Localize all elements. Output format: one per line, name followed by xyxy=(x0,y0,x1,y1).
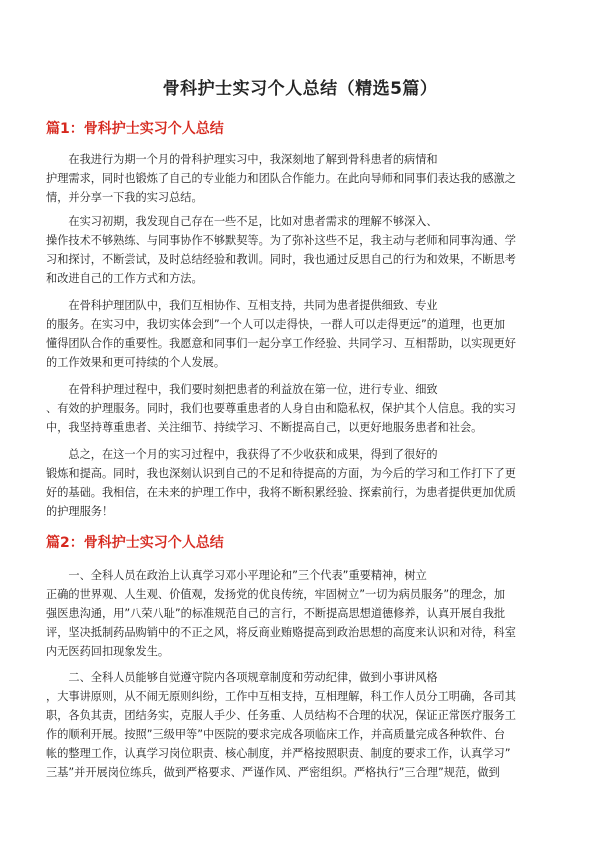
document-title: 骨科护士实习个人总结（精选5篇） xyxy=(162,79,438,99)
text-line: 和改进自己的工作方式和方法。 xyxy=(46,272,203,285)
text-line: 的护理服务！ xyxy=(46,505,114,518)
text-line: 懂得团队合作的重要性。我愿意和同事们一起分享工作经验、共同学习、互相帮助，以实现更好 xyxy=(46,337,516,350)
text-line: 三基”并开展岗位练兵，做到严格要求、严谨作风、严密组织。严格执行”三合理”规范，做到 xyxy=(46,766,500,779)
text-line: 在骨科护理过程中，我们要时刻把患者的利益放在第一位，进行专业、细致 xyxy=(46,383,438,396)
text-line: 强医患沟通，用”八荣八耻”的标准规范自己的言行，不断提高思想道德修养，认真开展自我批 xyxy=(46,607,506,620)
text-line: 内无医药回扣现象发生。 xyxy=(46,645,170,658)
text-line: 作的顺利开展。按照”三级甲等”中医院的要求完成各项临床工作，并高质量完成各种软件、台 xyxy=(46,728,506,741)
text-line: 一、全科人员在政治上认真学习邓小平理论和”三个代表”重要精神，树立 xyxy=(46,569,427,582)
text-line: 操作技术不够熟练、与同事协作不够默契等。为了弥补这些不足，我主动与老师和同事沟通、学 xyxy=(46,234,516,247)
paragraph xyxy=(46,445,556,521)
paragraph xyxy=(46,212,556,288)
paragraph xyxy=(46,150,556,207)
text-line: 在我进行为期一个月的骨科护理实习中，我深刻地了解到骨科患者的病情和 xyxy=(46,153,438,166)
text-line: 职，各负其责，团结务实，克服人手少、任务重、人员结构不合理的状况，保证正常医疗服务工 xyxy=(46,709,516,722)
text-line: 好的基础。我相信，在未来的护理工作中，我将不断积累经验、探索前行，为患者提供更加优质 xyxy=(46,486,516,499)
text-line: 中，我坚持尊重患者、关注细节、持续学习、不断提高自己，以更好地服务患者和社会。 xyxy=(46,421,483,434)
paragraph xyxy=(46,668,556,782)
text-line: 帐的整理工作，认真学习岗位职责、核心制度，并严格按照职责、制度的要求工作，认真学习” xyxy=(46,747,511,760)
section-heading-2: 篇2：骨科护士实习个人总结 xyxy=(46,535,224,551)
text-line: 习和探讨，不断尝试，及时总结经验和教训。同时，我也通过反思自己的行为和效果，不断思考 xyxy=(46,253,516,266)
text-line: 总之，在这一个月的实习过程中，我获得了不少收获和成果，得到了很好的 xyxy=(46,448,438,461)
text-line: 在骨科护理团队中，我们互相协作、互相支持，共同为患者提供细致、专业 xyxy=(46,299,438,312)
paragraph xyxy=(46,566,556,661)
text-line: 评，坚决抵制药品购销中的不正之风，将反商业贿赂提高到政治思想的高度来认识和对待，科室 xyxy=(46,626,516,639)
text-line: 在实习初期，我发现自己存在一些不足，比如对患者需求的理解不够深入、 xyxy=(46,215,438,228)
paragraph xyxy=(46,296,556,372)
text-line: 正确的世界观、人生观、价值观，发扬党的优良传统，牢固树立”一切为病员服务”的理念，加 xyxy=(46,588,506,601)
text-line: 的工作效果和更可持续的个人发展。 xyxy=(46,356,226,369)
text-line: ，大事讲原则，从不闹无原则纠纷，工作中互相支持，互相理解，科工作人员分工明确，各司其 xyxy=(46,690,516,703)
text-line: 护理需求，同时也锻炼了自己的专业能力和团队合作能力。在此向导师和同事们表达我的感激之 xyxy=(46,172,516,185)
paragraph xyxy=(46,380,556,437)
text-line: 二、全科人员能够自觉遵守院内各项规章制度和劳动纪律，做到小事讲风格 xyxy=(46,671,438,684)
text-line: 、有效的护理服务。同时，我们也要尊重患者的人身自由和隐私权，保护其个人信息。我的实习 xyxy=(46,402,516,415)
text-line: 情，并分享一下我的实习总结。 xyxy=(46,191,203,204)
text-line: 锻炼和提高。同时，我也深刻认识到自己的不足和待提高的方面，为今后的学习和工作打下了更 xyxy=(46,467,516,480)
section-heading-1: 篇1：骨科护士实习个人总结 xyxy=(46,121,224,137)
text-line: 的服务。在实习中，我切实体会到”一个人可以走得快，一群人可以走得更远”的道理，也更加 xyxy=(46,318,506,331)
